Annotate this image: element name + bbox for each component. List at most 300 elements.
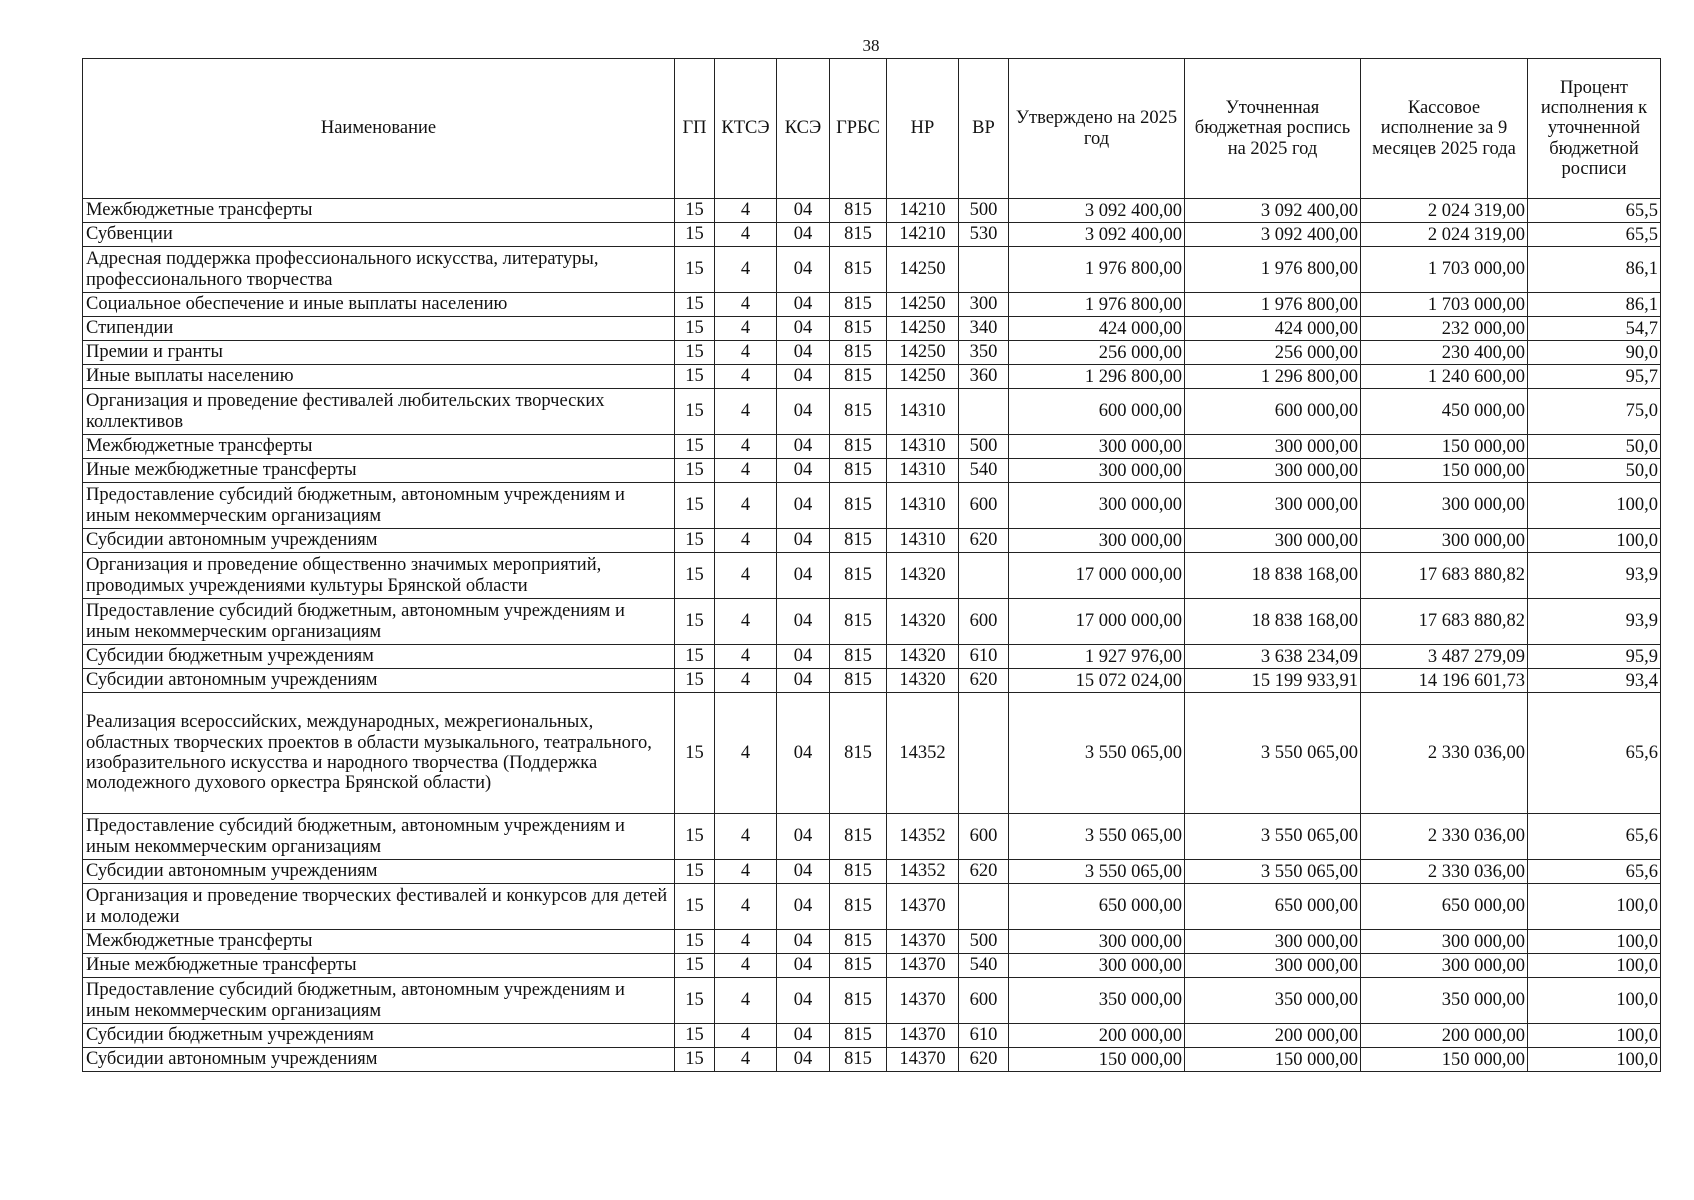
row-cash: 232 000,00	[1361, 317, 1528, 341]
table-row	[83, 317, 1661, 341]
column-gp-header: ГП	[675, 59, 715, 199]
row-grbs: 815	[830, 389, 887, 435]
row-kse: 04	[777, 365, 830, 389]
row-gp: 15	[675, 693, 715, 814]
table-row	[83, 1024, 1661, 1048]
row-cash: 2 330 036,00	[1361, 693, 1528, 814]
row-ktse: 4	[715, 435, 777, 459]
row-kse: 04	[777, 247, 830, 293]
row-nr: 14370	[887, 954, 959, 978]
row-approved: 300 000,00	[1009, 435, 1185, 459]
column-kse-header: КСЭ	[777, 59, 830, 199]
row-kse: 04	[777, 860, 830, 884]
row-gp: 15	[675, 293, 715, 317]
row-nr: 14310	[887, 529, 959, 553]
row-ktse: 4	[715, 529, 777, 553]
row-nr: 14370	[887, 978, 959, 1024]
row-percent: 75,0	[1528, 389, 1661, 435]
row-nr: 14250	[887, 341, 959, 365]
row-name: Субвенции	[83, 223, 675, 247]
row-vr: 620	[959, 1048, 1009, 1072]
row-kse: 04	[777, 930, 830, 954]
row-cash: 450 000,00	[1361, 389, 1528, 435]
row-nr: 14250	[887, 365, 959, 389]
row-refined: 1 296 800,00	[1185, 365, 1361, 389]
row-percent: 65,5	[1528, 199, 1661, 223]
budget-table	[82, 58, 1661, 1072]
row-grbs: 815	[830, 1024, 887, 1048]
row-approved: 1 976 800,00	[1009, 247, 1185, 293]
row-kse: 04	[777, 599, 830, 645]
row-cash: 300 000,00	[1361, 930, 1528, 954]
row-approved: 650 000,00	[1009, 884, 1185, 930]
row-nr: 14352	[887, 860, 959, 884]
row-kse: 04	[777, 317, 830, 341]
row-gp: 15	[675, 435, 715, 459]
row-refined: 3 638 234,09	[1185, 645, 1361, 669]
row-approved: 17 000 000,00	[1009, 599, 1185, 645]
row-cash: 1 703 000,00	[1361, 247, 1528, 293]
column-percent-header: Процент исполнения к уточненной бюджетной росписи	[1528, 59, 1661, 199]
row-vr	[959, 884, 1009, 930]
row-grbs: 815	[830, 693, 887, 814]
row-ktse: 4	[715, 814, 777, 860]
row-approved: 3 550 065,00	[1009, 693, 1185, 814]
row-nr: 14352	[887, 814, 959, 860]
row-percent: 90,0	[1528, 341, 1661, 365]
row-refined: 3 092 400,00	[1185, 223, 1361, 247]
row-cash: 650 000,00	[1361, 884, 1528, 930]
row-refined: 300 000,00	[1185, 529, 1361, 553]
row-nr: 14310	[887, 483, 959, 529]
row-kse: 04	[777, 1048, 830, 1072]
row-refined: 300 000,00	[1185, 483, 1361, 529]
row-gp: 15	[675, 599, 715, 645]
row-refined: 300 000,00	[1185, 954, 1361, 978]
table-row	[83, 645, 1661, 669]
row-nr: 14250	[887, 293, 959, 317]
row-percent: 50,0	[1528, 435, 1661, 459]
row-approved: 15 072 024,00	[1009, 669, 1185, 693]
row-ktse: 4	[715, 954, 777, 978]
row-vr: 530	[959, 223, 1009, 247]
column-refined-header: Уточненная бюджетная роспись на 2025 год	[1185, 59, 1361, 199]
row-nr: 14250	[887, 247, 959, 293]
row-vr: 500	[959, 199, 1009, 223]
row-percent: 100,0	[1528, 529, 1661, 553]
row-kse: 04	[777, 814, 830, 860]
row-nr: 14310	[887, 435, 959, 459]
row-name: Реализация всероссийских, международных, межрегиональных, областных творческих проектов в области музыкального, театрального, изобразительного искусства и народного творчества (Поддержка молодежного духового оркестра Брянской области)	[83, 693, 675, 814]
table-row	[83, 1048, 1661, 1072]
row-vr: 600	[959, 599, 1009, 645]
row-name: Адресная поддержка профессионального искусства, литературы, профессионального творчества	[83, 247, 675, 293]
table-row	[83, 459, 1661, 483]
row-cash: 2 024 319,00	[1361, 199, 1528, 223]
row-cash: 1 240 600,00	[1361, 365, 1528, 389]
row-refined: 300 000,00	[1185, 930, 1361, 954]
row-grbs: 815	[830, 1048, 887, 1072]
row-cash: 150 000,00	[1361, 459, 1528, 483]
row-kse: 04	[777, 435, 830, 459]
row-ktse: 4	[715, 199, 777, 223]
table-row	[83, 978, 1661, 1024]
row-cash: 3 487 279,09	[1361, 645, 1528, 669]
row-name: Премии и гранты	[83, 341, 675, 365]
row-kse: 04	[777, 978, 830, 1024]
row-percent: 100,0	[1528, 954, 1661, 978]
row-cash: 150 000,00	[1361, 435, 1528, 459]
row-grbs: 815	[830, 814, 887, 860]
row-grbs: 815	[830, 884, 887, 930]
row-refined: 150 000,00	[1185, 1048, 1361, 1072]
row-refined: 300 000,00	[1185, 435, 1361, 459]
table-row	[83, 693, 1661, 814]
row-ktse: 4	[715, 389, 777, 435]
row-cash: 2 024 319,00	[1361, 223, 1528, 247]
row-percent: 65,6	[1528, 693, 1661, 814]
row-gp: 15	[675, 954, 715, 978]
row-vr: 300	[959, 293, 1009, 317]
row-grbs: 815	[830, 978, 887, 1024]
row-approved: 300 000,00	[1009, 954, 1185, 978]
row-vr: 600	[959, 483, 1009, 529]
row-nr: 14370	[887, 1024, 959, 1048]
table-row	[83, 365, 1661, 389]
row-vr: 620	[959, 529, 1009, 553]
row-approved: 17 000 000,00	[1009, 553, 1185, 599]
row-cash: 300 000,00	[1361, 954, 1528, 978]
row-ktse: 4	[715, 693, 777, 814]
table-row	[83, 930, 1661, 954]
row-approved: 1 296 800,00	[1009, 365, 1185, 389]
row-ktse: 4	[715, 884, 777, 930]
row-refined: 600 000,00	[1185, 389, 1361, 435]
column-grbs-header: ГРБС	[830, 59, 887, 199]
row-name: Межбюджетные трансферты	[83, 199, 675, 223]
row-kse: 04	[777, 483, 830, 529]
row-refined: 3 550 065,00	[1185, 860, 1361, 884]
row-grbs: 815	[830, 459, 887, 483]
row-gp: 15	[675, 1024, 715, 1048]
row-gp: 15	[675, 247, 715, 293]
row-refined: 18 838 168,00	[1185, 553, 1361, 599]
row-ktse: 4	[715, 483, 777, 529]
row-vr: 350	[959, 341, 1009, 365]
row-vr: 340	[959, 317, 1009, 341]
table-row	[83, 954, 1661, 978]
row-gp: 15	[675, 814, 715, 860]
row-ktse: 4	[715, 293, 777, 317]
row-gp: 15	[675, 1048, 715, 1072]
row-refined: 18 838 168,00	[1185, 599, 1361, 645]
row-refined: 300 000,00	[1185, 459, 1361, 483]
row-approved: 200 000,00	[1009, 1024, 1185, 1048]
table-row	[83, 389, 1661, 435]
row-vr: 620	[959, 669, 1009, 693]
row-nr: 14250	[887, 317, 959, 341]
row-vr: 500	[959, 930, 1009, 954]
row-kse: 04	[777, 223, 830, 247]
row-name: Субсидии автономным учреждениям	[83, 1048, 675, 1072]
row-name: Иные выплаты населению	[83, 365, 675, 389]
row-vr: 540	[959, 954, 1009, 978]
table-row	[83, 247, 1661, 293]
row-approved: 350 000,00	[1009, 978, 1185, 1024]
row-refined: 1 976 800,00	[1185, 247, 1361, 293]
row-cash: 1 703 000,00	[1361, 293, 1528, 317]
row-percent: 100,0	[1528, 884, 1661, 930]
row-grbs: 815	[830, 435, 887, 459]
row-refined: 3 550 065,00	[1185, 693, 1361, 814]
row-vr: 500	[959, 435, 1009, 459]
row-grbs: 815	[830, 247, 887, 293]
row-name: Предоставление субсидий бюджетным, автономным учреждениям и иным некоммерческим организациям	[83, 599, 675, 645]
row-name: Предоставление субсидий бюджетным, автономным учреждениям и иным некоммерческим организациям	[83, 814, 675, 860]
row-vr	[959, 247, 1009, 293]
row-ktse: 4	[715, 930, 777, 954]
row-percent: 100,0	[1528, 930, 1661, 954]
row-nr: 14320	[887, 599, 959, 645]
row-vr: 610	[959, 645, 1009, 669]
row-percent: 93,4	[1528, 669, 1661, 693]
row-percent: 95,9	[1528, 645, 1661, 669]
row-gp: 15	[675, 341, 715, 365]
row-grbs: 815	[830, 645, 887, 669]
row-kse: 04	[777, 293, 830, 317]
row-vr: 540	[959, 459, 1009, 483]
row-percent: 86,1	[1528, 247, 1661, 293]
row-name: Субсидии бюджетным учреждениям	[83, 1024, 675, 1048]
table-row	[83, 860, 1661, 884]
row-percent: 100,0	[1528, 978, 1661, 1024]
row-name: Организация и проведение общественно значимых мероприятий, проводимых учреждениями культуры Брянской области	[83, 553, 675, 599]
row-gp: 15	[675, 669, 715, 693]
row-name: Иные межбюджетные трансферты	[83, 954, 675, 978]
row-name: Организация и проведение творческих фестивалей и конкурсов для детей и молодежи	[83, 884, 675, 930]
row-percent: 100,0	[1528, 483, 1661, 529]
row-percent: 100,0	[1528, 1024, 1661, 1048]
row-nr: 14370	[887, 1048, 959, 1072]
row-kse: 04	[777, 884, 830, 930]
row-refined: 424 000,00	[1185, 317, 1361, 341]
row-percent: 65,5	[1528, 223, 1661, 247]
row-refined: 15 199 933,91	[1185, 669, 1361, 693]
row-vr	[959, 693, 1009, 814]
row-percent: 100,0	[1528, 1048, 1661, 1072]
row-gp: 15	[675, 365, 715, 389]
row-kse: 04	[777, 199, 830, 223]
table-row	[83, 529, 1661, 553]
row-grbs: 815	[830, 860, 887, 884]
table-row	[83, 553, 1661, 599]
row-vr: 600	[959, 978, 1009, 1024]
row-kse: 04	[777, 459, 830, 483]
row-gp: 15	[675, 860, 715, 884]
row-percent: 93,9	[1528, 599, 1661, 645]
row-approved: 256 000,00	[1009, 341, 1185, 365]
row-refined: 350 000,00	[1185, 978, 1361, 1024]
row-ktse: 4	[715, 459, 777, 483]
row-grbs: 815	[830, 954, 887, 978]
row-gp: 15	[675, 459, 715, 483]
row-refined: 256 000,00	[1185, 341, 1361, 365]
table-row	[83, 669, 1661, 693]
row-approved: 3 550 065,00	[1009, 860, 1185, 884]
row-grbs: 815	[830, 365, 887, 389]
row-kse: 04	[777, 341, 830, 365]
row-name: Межбюджетные трансферты	[83, 930, 675, 954]
row-grbs: 815	[830, 483, 887, 529]
row-kse: 04	[777, 529, 830, 553]
column-approved-header: Утверждено на 2025 год	[1009, 59, 1185, 199]
column-name-header: Наименование	[83, 59, 675, 199]
row-vr: 600	[959, 814, 1009, 860]
row-gp: 15	[675, 483, 715, 529]
row-grbs: 815	[830, 529, 887, 553]
row-kse: 04	[777, 954, 830, 978]
row-vr	[959, 389, 1009, 435]
row-percent: 54,7	[1528, 317, 1661, 341]
header-row	[83, 59, 1661, 199]
row-nr: 14320	[887, 553, 959, 599]
row-ktse: 4	[715, 978, 777, 1024]
row-ktse: 4	[715, 223, 777, 247]
row-kse: 04	[777, 645, 830, 669]
row-name: Организация и проведение фестивалей любительских творческих коллективов	[83, 389, 675, 435]
row-ktse: 4	[715, 317, 777, 341]
row-ktse: 4	[715, 645, 777, 669]
table-row	[83, 884, 1661, 930]
row-grbs: 815	[830, 317, 887, 341]
row-refined: 200 000,00	[1185, 1024, 1361, 1048]
row-cash: 200 000,00	[1361, 1024, 1528, 1048]
row-kse: 04	[777, 553, 830, 599]
row-vr: 360	[959, 365, 1009, 389]
row-name: Предоставление субсидий бюджетным, автономным учреждениям и иным некоммерческим организациям	[83, 978, 675, 1024]
row-kse: 04	[777, 1024, 830, 1048]
row-kse: 04	[777, 389, 830, 435]
row-name: Стипендии	[83, 317, 675, 341]
row-vr: 610	[959, 1024, 1009, 1048]
table-row	[83, 293, 1661, 317]
row-refined: 3 092 400,00	[1185, 199, 1361, 223]
row-name: Субсидии автономным учреждениям	[83, 669, 675, 693]
row-gp: 15	[675, 317, 715, 341]
row-grbs: 815	[830, 341, 887, 365]
row-name: Предоставление субсидий бюджетным, автономным учреждениям и иным некоммерческим организациям	[83, 483, 675, 529]
table-body	[83, 199, 1661, 1072]
row-percent: 93,9	[1528, 553, 1661, 599]
row-approved: 3 092 400,00	[1009, 199, 1185, 223]
row-name: Субсидии автономным учреждениям	[83, 860, 675, 884]
table-row	[83, 814, 1661, 860]
row-nr: 14210	[887, 199, 959, 223]
row-cash: 230 400,00	[1361, 341, 1528, 365]
row-nr: 14370	[887, 930, 959, 954]
table-row	[83, 483, 1661, 529]
table-row	[83, 341, 1661, 365]
row-percent: 65,6	[1528, 814, 1661, 860]
row-gp: 15	[675, 978, 715, 1024]
row-approved: 1 927 976,00	[1009, 645, 1185, 669]
row-gp: 15	[675, 529, 715, 553]
row-vr	[959, 553, 1009, 599]
row-approved: 300 000,00	[1009, 459, 1185, 483]
row-cash: 14 196 601,73	[1361, 669, 1528, 693]
row-gp: 15	[675, 553, 715, 599]
row-percent: 50,0	[1528, 459, 1661, 483]
row-gp: 15	[675, 223, 715, 247]
row-approved: 3 092 400,00	[1009, 223, 1185, 247]
row-cash: 2 330 036,00	[1361, 860, 1528, 884]
table-row	[83, 199, 1661, 223]
row-gp: 15	[675, 199, 715, 223]
row-ktse: 4	[715, 1024, 777, 1048]
row-approved: 1 976 800,00	[1009, 293, 1185, 317]
row-percent: 86,1	[1528, 293, 1661, 317]
row-approved: 424 000,00	[1009, 317, 1185, 341]
row-approved: 3 550 065,00	[1009, 814, 1185, 860]
row-percent: 65,6	[1528, 860, 1661, 884]
row-refined: 3 550 065,00	[1185, 814, 1361, 860]
row-cash: 300 000,00	[1361, 529, 1528, 553]
column-vr-header: ВР	[959, 59, 1009, 199]
row-cash: 150 000,00	[1361, 1048, 1528, 1072]
row-cash: 350 000,00	[1361, 978, 1528, 1024]
row-ktse: 4	[715, 669, 777, 693]
row-refined: 650 000,00	[1185, 884, 1361, 930]
row-ktse: 4	[715, 860, 777, 884]
column-ktse-header: КТСЭ	[715, 59, 777, 199]
row-ktse: 4	[715, 247, 777, 293]
row-grbs: 815	[830, 223, 887, 247]
row-ktse: 4	[715, 365, 777, 389]
table-row	[83, 599, 1661, 645]
row-kse: 04	[777, 693, 830, 814]
column-nr-header: НР	[887, 59, 959, 199]
row-ktse: 4	[715, 1048, 777, 1072]
row-cash: 2 330 036,00	[1361, 814, 1528, 860]
row-nr: 14320	[887, 669, 959, 693]
row-approved: 300 000,00	[1009, 529, 1185, 553]
row-gp: 15	[675, 645, 715, 669]
row-grbs: 815	[830, 199, 887, 223]
row-name: Социальное обеспечение и иные выплаты населению	[83, 293, 675, 317]
row-nr: 14310	[887, 389, 959, 435]
row-gp: 15	[675, 389, 715, 435]
row-ktse: 4	[715, 599, 777, 645]
row-approved: 300 000,00	[1009, 483, 1185, 529]
row-gp: 15	[675, 930, 715, 954]
row-grbs: 815	[830, 669, 887, 693]
row-grbs: 815	[830, 293, 887, 317]
row-nr: 14320	[887, 645, 959, 669]
row-cash: 17 683 880,82	[1361, 599, 1528, 645]
row-name: Субсидии автономным учреждениям	[83, 529, 675, 553]
row-name: Межбюджетные трансферты	[83, 435, 675, 459]
table-row	[83, 435, 1661, 459]
row-nr: 14210	[887, 223, 959, 247]
row-grbs: 815	[830, 930, 887, 954]
row-name: Иные межбюджетные трансферты	[83, 459, 675, 483]
row-approved: 600 000,00	[1009, 389, 1185, 435]
row-refined: 1 976 800,00	[1185, 293, 1361, 317]
column-cash-header: Кассовое исполнение за 9 месяцев 2025 года	[1361, 59, 1528, 199]
table-header	[83, 59, 1661, 199]
row-grbs: 815	[830, 553, 887, 599]
row-percent: 95,7	[1528, 365, 1661, 389]
